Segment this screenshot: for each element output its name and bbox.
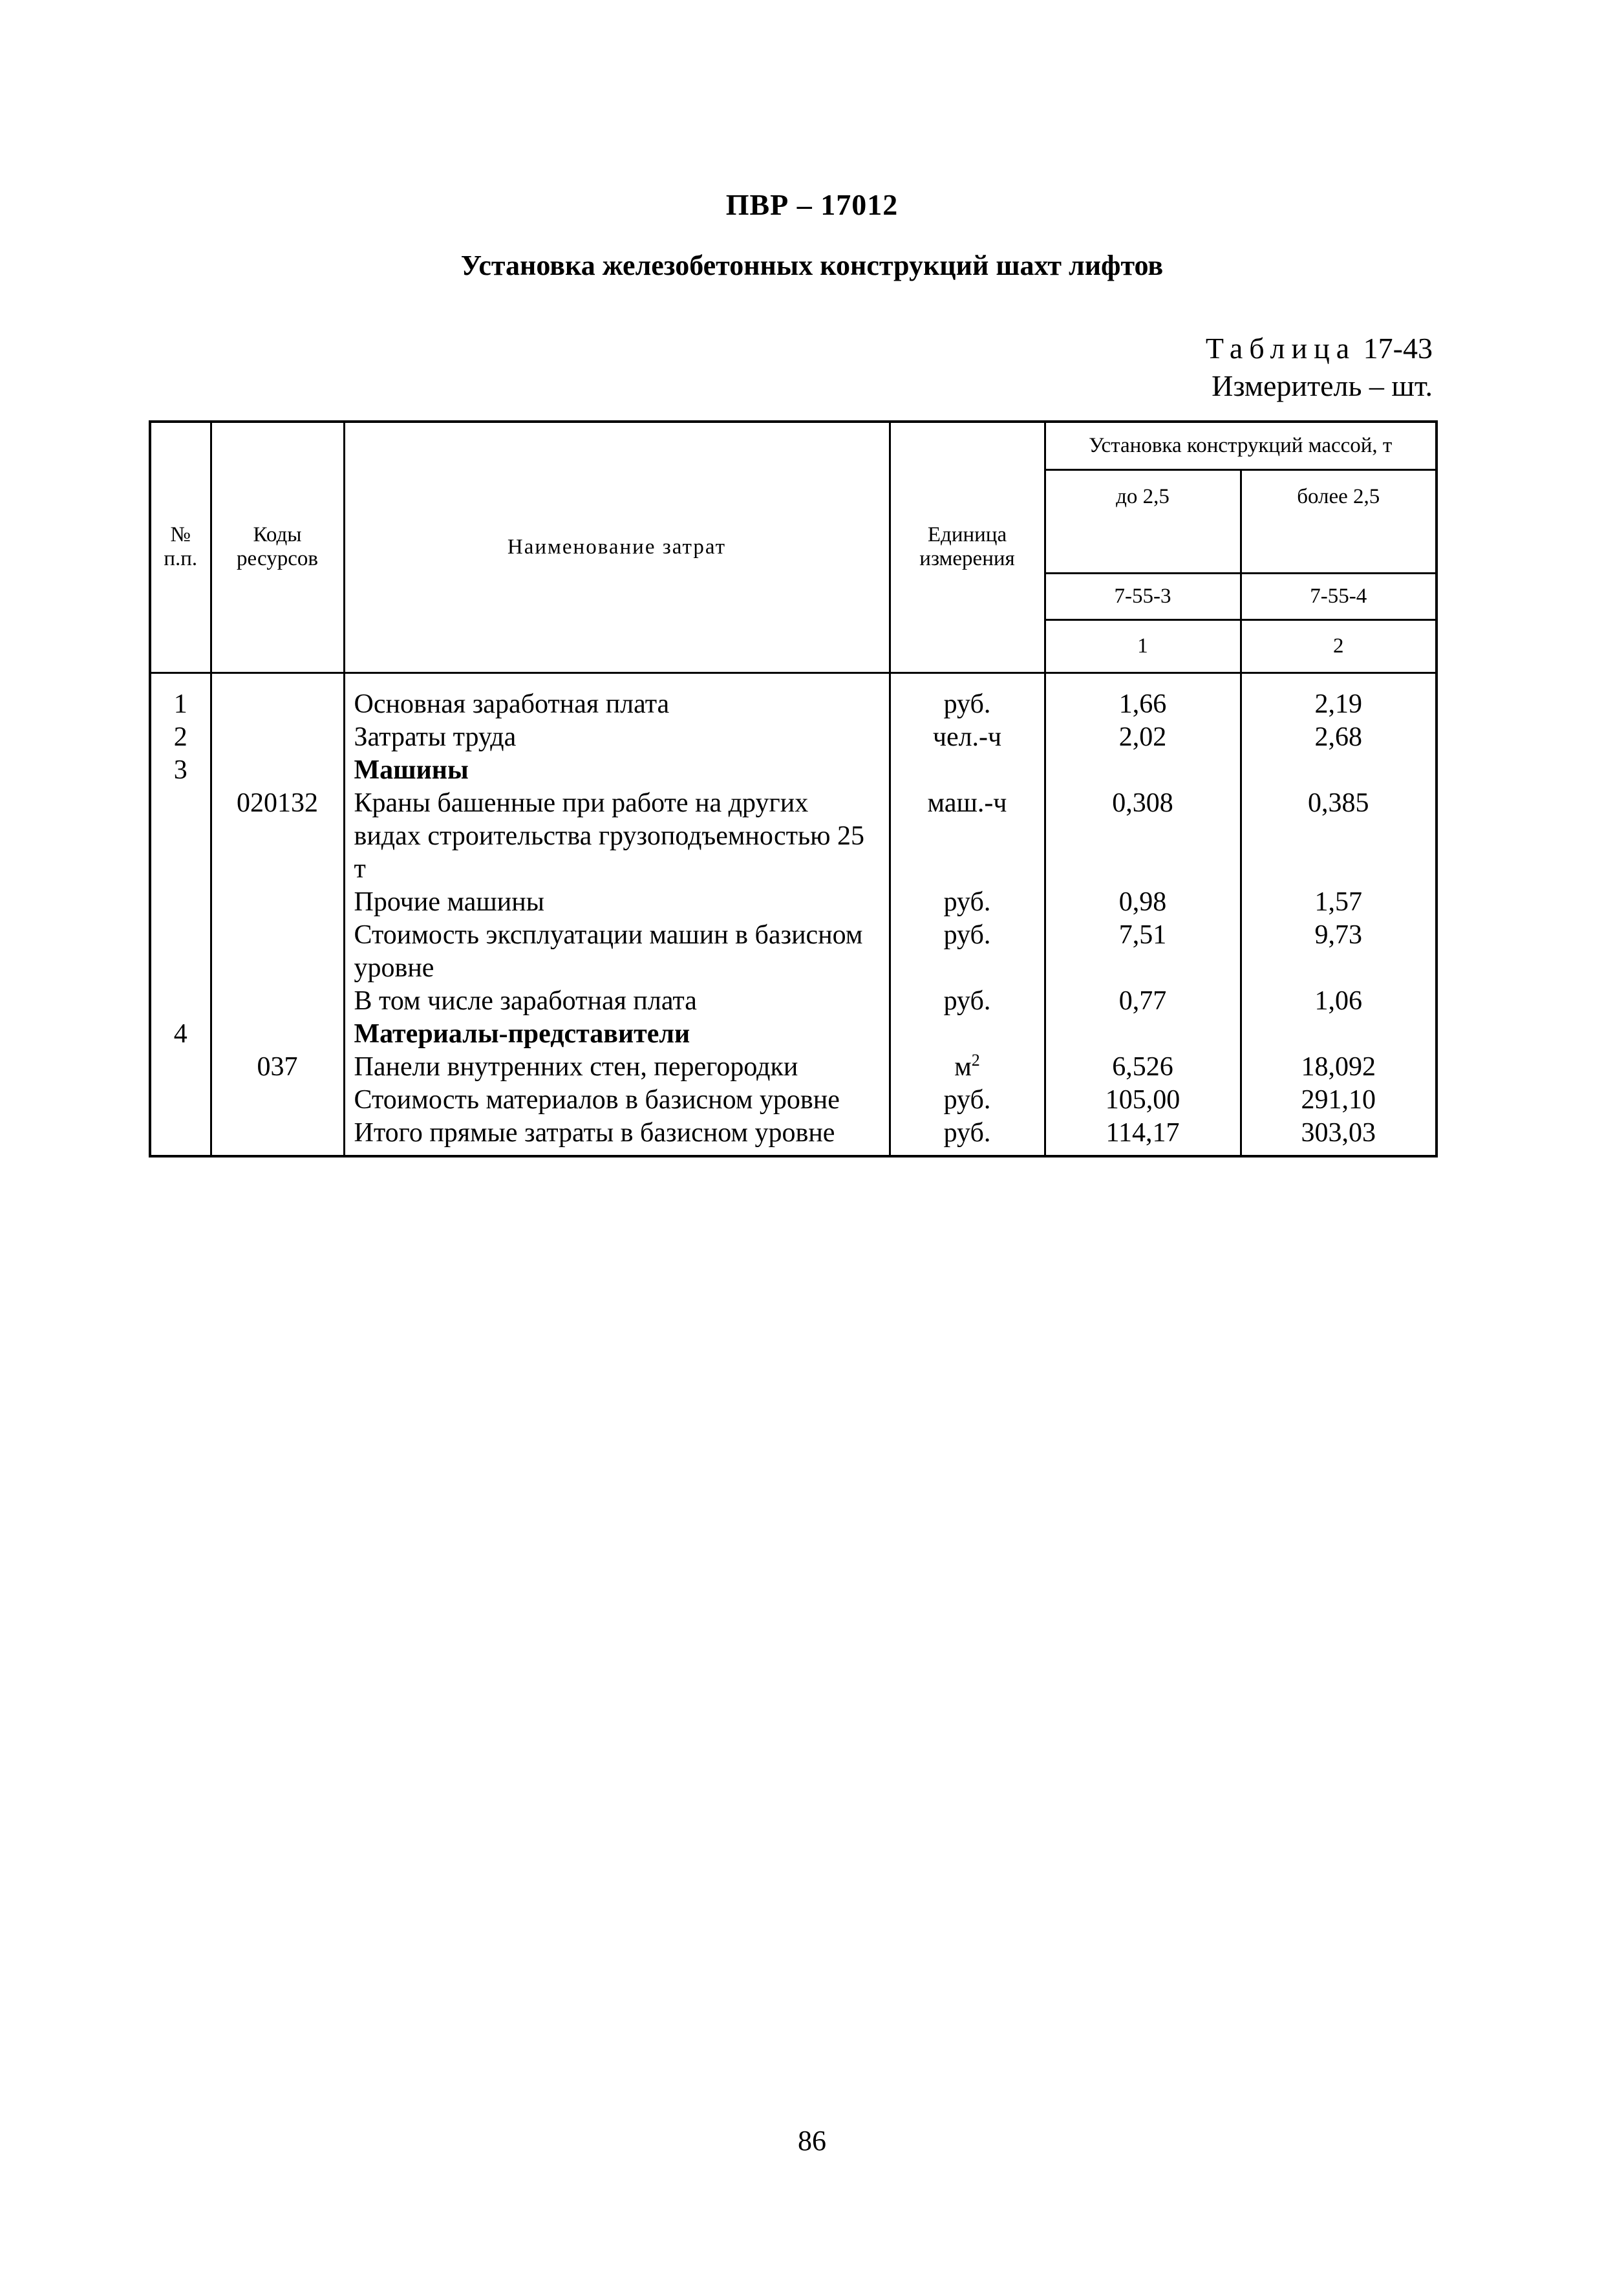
row-code: 020132	[211, 787, 344, 886]
row-num: 4	[150, 1018, 211, 1051]
row-num	[150, 1084, 211, 1117]
row-value-2	[1241, 1018, 1437, 1051]
row-value-1	[1045, 1018, 1241, 1051]
row-unit	[890, 1018, 1045, 1051]
row-name: Затраты труда	[344, 721, 890, 754]
row-value-1: 1,66	[1045, 673, 1241, 721]
row-value-2: 0,385	[1241, 787, 1437, 886]
header-group: Установка конструкций массой, т	[1045, 422, 1437, 469]
row-num: 2	[150, 721, 211, 754]
table-caption	[1206, 330, 1433, 405]
row-value-2: 303,03	[1241, 1117, 1437, 1156]
row-name: Панели внутренних стен, перегородки	[344, 1051, 890, 1084]
row-name: Прочие машины	[344, 886, 890, 919]
row-num	[150, 787, 211, 886]
header-col2-code: 7-55-4	[1241, 573, 1437, 619]
section-row	[150, 1018, 1437, 1051]
row-name: В том числе заработная плата	[344, 985, 890, 1018]
row-name: Основная заработная плата	[344, 673, 890, 721]
unit-text: м	[954, 1051, 972, 1082]
row-value-2: 291,10	[1241, 1084, 1437, 1117]
row-num	[150, 886, 211, 919]
table-row	[150, 673, 1437, 721]
table-number: 17-43	[1363, 332, 1433, 365]
row-num: 3	[150, 754, 211, 787]
header-col1-label: до 2,5	[1045, 469, 1241, 573]
header-unit: Единица измерения	[890, 422, 1045, 673]
row-name: Итого прямые затраты в базисном уровне	[344, 1117, 890, 1156]
row-code	[211, 886, 344, 919]
table-row	[150, 886, 1437, 919]
table-word: Таблица	[1205, 332, 1356, 365]
row-value-1: 0,98	[1045, 886, 1241, 919]
document-subtitle: Установка железобетонных конструкций шахт лифтов	[460, 250, 1164, 281]
row-value-1: 7,51	[1045, 919, 1241, 985]
header-col1-code: 7-55-3	[1045, 573, 1241, 619]
row-code	[211, 754, 344, 787]
row-code: 037	[211, 1051, 344, 1084]
row-unit: руб.	[890, 886, 1045, 919]
row-code	[211, 1084, 344, 1117]
row-value-2: 2,68	[1241, 721, 1437, 754]
header-col1-index: 1	[1045, 619, 1241, 673]
page-number: 86	[798, 2125, 826, 2157]
row-unit: маш.-ч	[890, 787, 1045, 886]
row-code	[211, 721, 344, 754]
header-name: Наименование затрат	[344, 422, 890, 673]
row-unit: руб.	[890, 1084, 1045, 1117]
row-value-1: 105,00	[1045, 1084, 1241, 1117]
row-code	[211, 673, 344, 721]
row-code	[211, 985, 344, 1018]
header-num: № п.п.	[150, 422, 211, 673]
table-row	[150, 919, 1437, 985]
row-value-2	[1241, 754, 1437, 787]
header-col2-label: более 2,5	[1241, 469, 1437, 573]
document-title: ПВР – 17012	[725, 188, 899, 221]
row-unit: руб.	[890, 673, 1045, 721]
row-unit	[890, 1051, 1045, 1084]
table-row	[150, 985, 1437, 1018]
row-value-1: 6,526	[1045, 1051, 1241, 1084]
table-row	[150, 1084, 1437, 1117]
row-unit: руб.	[890, 985, 1045, 1018]
row-value-1: 0,308	[1045, 787, 1241, 886]
row-value-2: 1,57	[1241, 886, 1437, 919]
row-num	[150, 985, 211, 1018]
section-row	[150, 754, 1437, 787]
row-value-1	[1045, 754, 1241, 787]
section-heading-materials: Материалы-представители	[344, 1018, 890, 1051]
row-name: Краны башенные при работе на других видах строительства грузоподъемностью 25 т	[344, 787, 890, 886]
row-num	[150, 1051, 211, 1084]
row-unit: чел.-ч	[890, 721, 1045, 754]
row-num: 1	[150, 673, 211, 721]
resource-table	[149, 420, 1438, 1157]
table-row	[150, 721, 1437, 754]
row-name: Стоимость материалов в базисном уровне	[344, 1084, 890, 1117]
unit-superscript: 2	[971, 1050, 980, 1070]
row-code	[211, 919, 344, 985]
measure-unit: Измеритель – шт.	[1212, 369, 1433, 402]
row-value-2: 18,092	[1241, 1051, 1437, 1084]
row-num	[150, 919, 211, 985]
header-codes: Коды ресурсов	[211, 422, 344, 673]
row-value-1: 0,77	[1045, 985, 1241, 1018]
section-heading-machines: Машины	[344, 754, 890, 787]
table-row	[150, 787, 1437, 886]
row-unit	[890, 754, 1045, 787]
row-value-1: 2,02	[1045, 721, 1241, 754]
row-code	[211, 1018, 344, 1051]
table-row	[150, 1117, 1437, 1156]
row-value-2: 2,19	[1241, 673, 1437, 721]
row-value-2: 1,06	[1241, 985, 1437, 1018]
row-unit: руб.	[890, 1117, 1045, 1156]
row-value-2: 9,73	[1241, 919, 1437, 985]
row-num	[150, 1117, 211, 1156]
header-col2-index: 2	[1241, 619, 1437, 673]
table-row	[150, 1051, 1437, 1084]
row-value-1: 114,17	[1045, 1117, 1241, 1156]
row-name: Стоимость эксплуатации машин в базисном уровне	[344, 919, 890, 985]
row-code	[211, 1117, 344, 1156]
row-unit: руб.	[890, 919, 1045, 985]
